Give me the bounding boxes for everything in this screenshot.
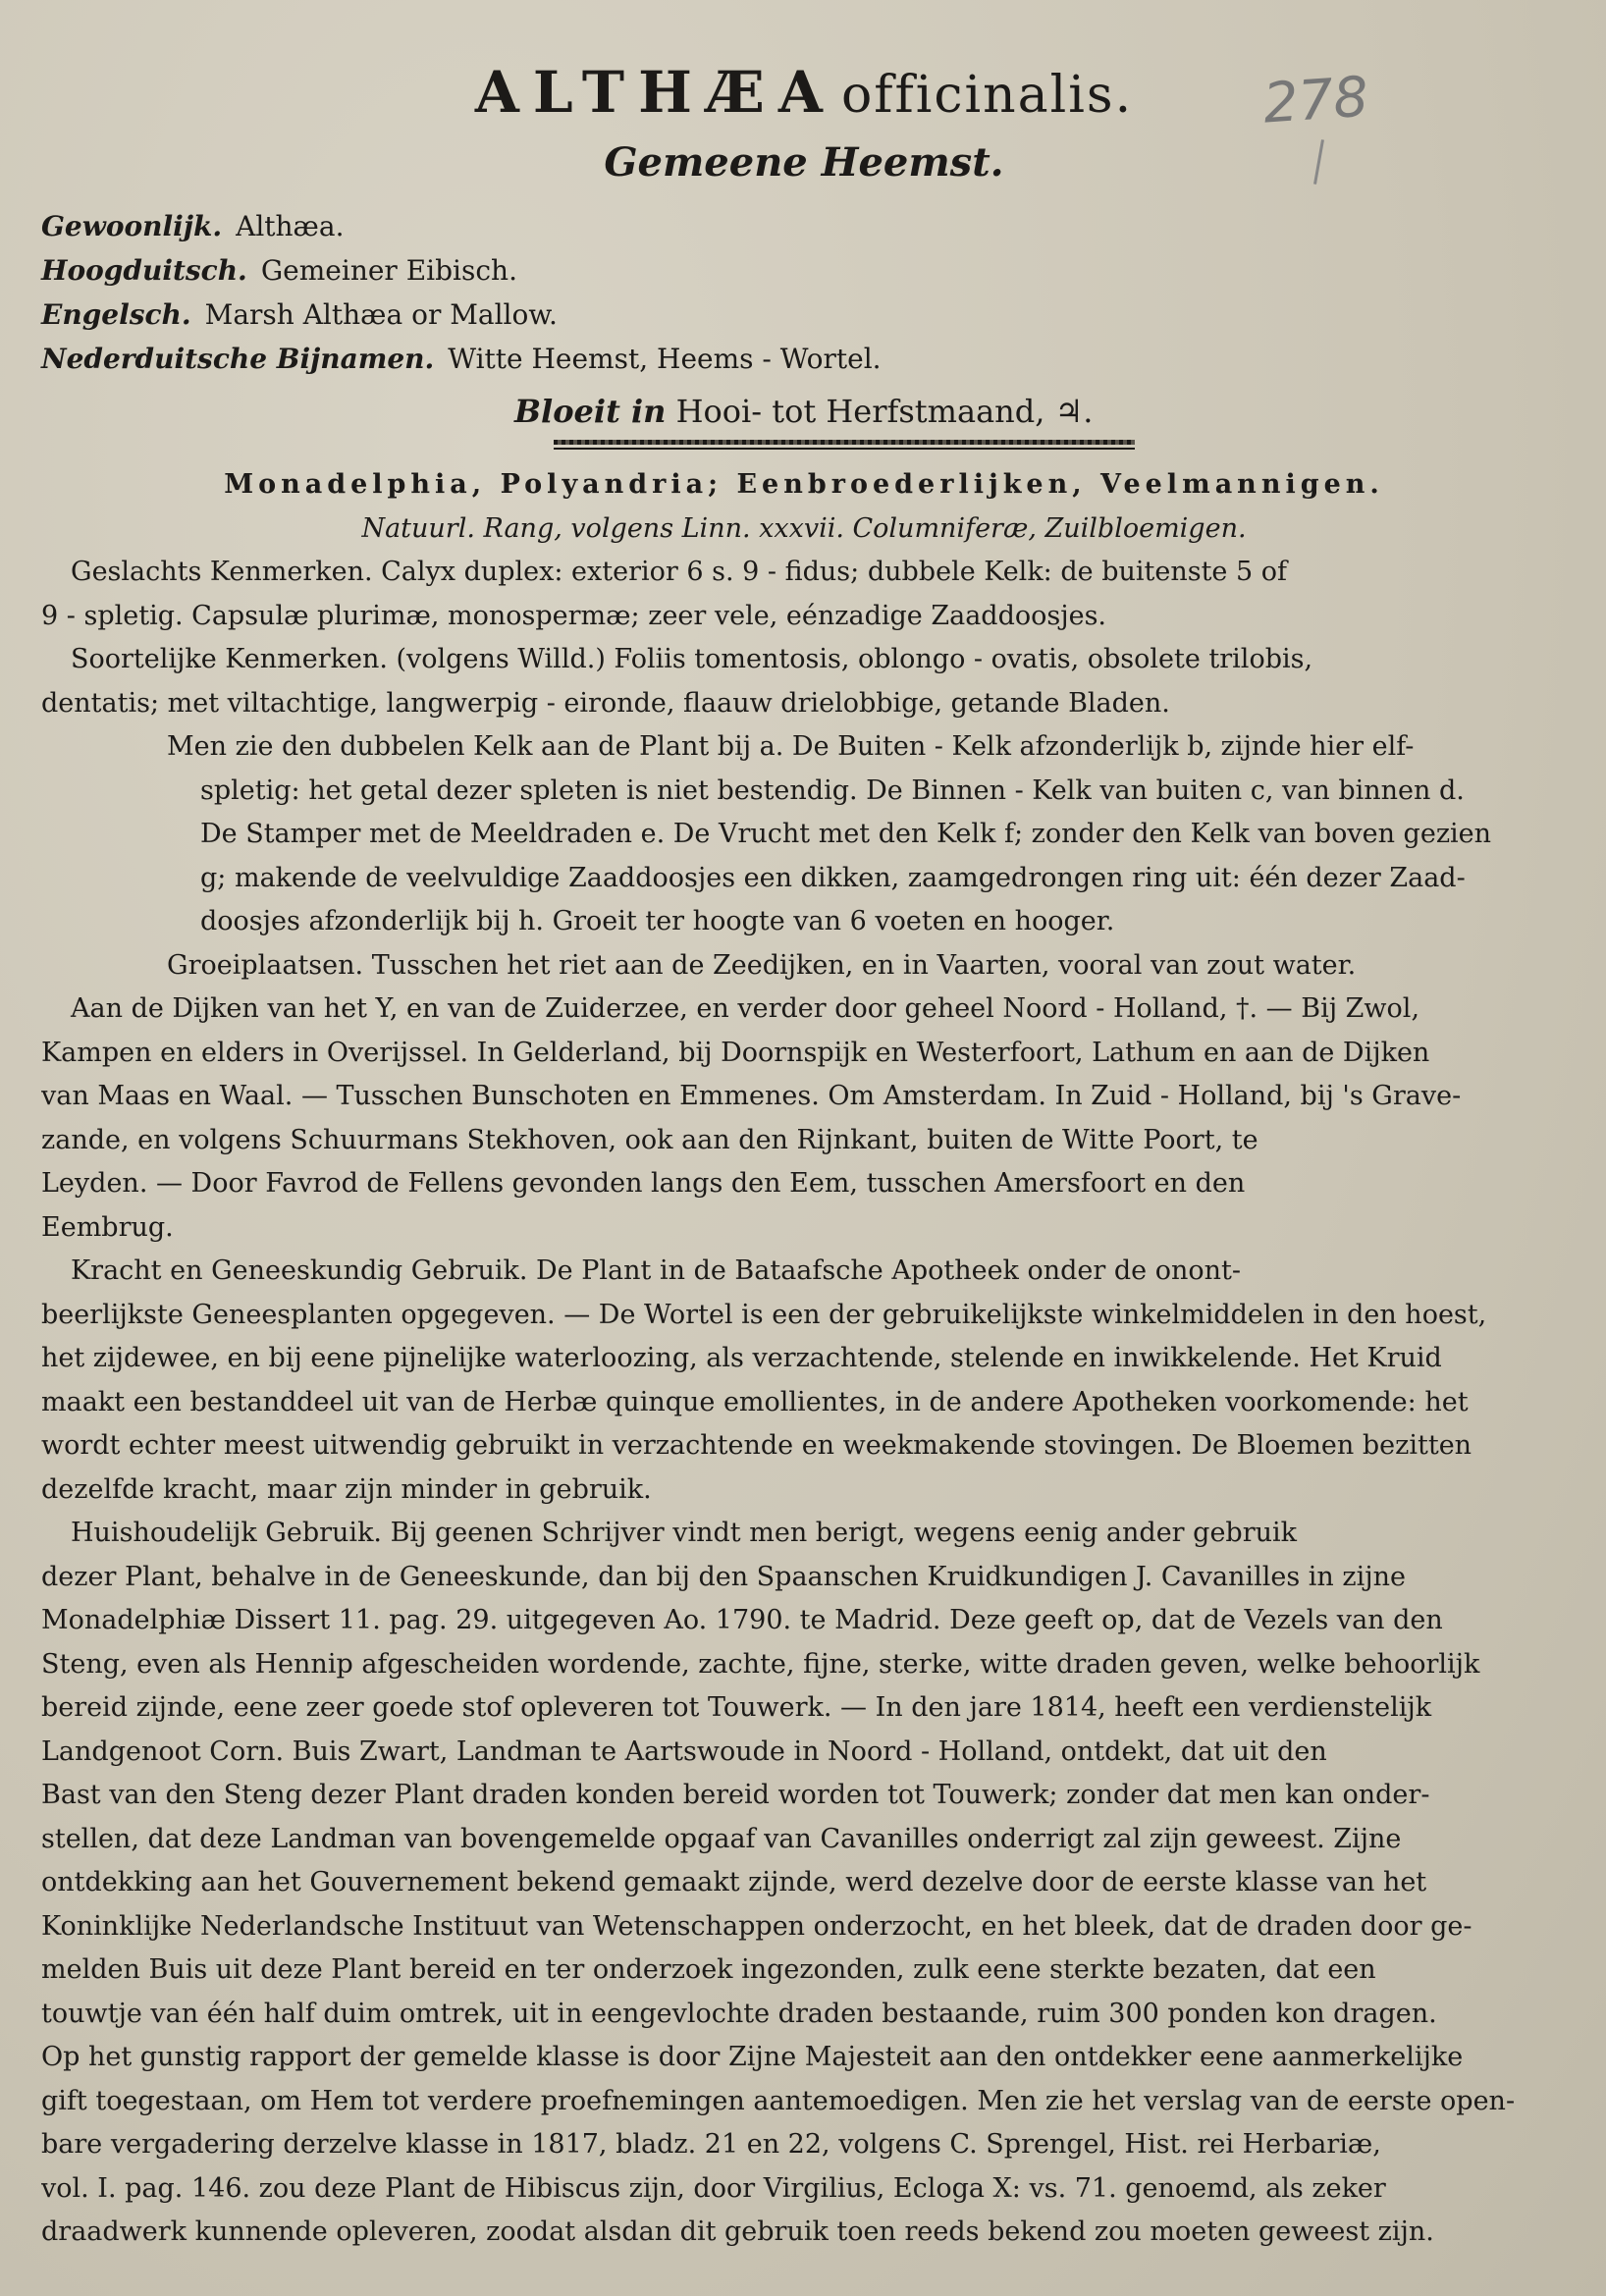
text-line: Leyden. — Door Favrod de Fellens gevonden langs den Eem, tusschen Amersfoort en den bbox=[41, 1168, 1246, 1199]
title bbox=[41, 59, 1567, 135]
text-line: Eembrug. bbox=[41, 1211, 174, 1243]
text-line: Koninklijke Nederlandsche Instituut van Wetenschappen onderzocht, en het bleek, dat de draden door ge- bbox=[41, 1910, 1472, 1942]
text-line: gift toegestaan, om Hem tot verdere proefnemingen aantemoedigen. Men zie het verslag van de eerste open- bbox=[41, 2085, 1516, 2116]
text-line: melden Buis uit deze Plant bereid en ter onderzoek ingezonden, zulk eene sterkte bezaten, dat een bbox=[41, 1954, 1376, 1985]
text-line: van Maas en Waal. — Tusschen Bunschoten en Emmenes. Om Amsterdam. In Zuid - Holland, bij 's Grave- bbox=[41, 1081, 1462, 1111]
text-line: Geslachts Kenmerken. Calyx duplex: exterior 6 s. 9 - fidus; dubbele Kelk: de buitenste 5 of bbox=[71, 557, 1288, 587]
text-line: touwtje van één half duim omtrek, uit in eengevlochte draden bestaande, ruim 300 ponden kon dragen. bbox=[41, 1998, 1437, 2029]
text-line: wordt echter meest uitwendig gebruikt in verzachtende en weekmakende stovingen. De Bloemen bezitten bbox=[41, 1430, 1472, 1461]
classification-line: Monadelphia, Polyandria; Eenbroederlijken, Veelmannigen. bbox=[224, 469, 1384, 500]
name-row: Engelsch. Marsh Althæa or Mallow. bbox=[41, 298, 558, 331]
text-line: dezelfde kracht, maar zijn minder in gebruik. bbox=[41, 1473, 652, 1505]
text-line: dentatis; met viltachtige, langwerpig - eironde, flaauw drielobbige, getande Bladen. bbox=[41, 687, 1170, 719]
text-line: Kampen en elders in Overijssel. In Gelderland, bij Doornspijk en Westerfoort, Lathum en aan de Dijken bbox=[41, 1037, 1430, 1068]
text-line: Monadelphiæ Dissert 11. pag. 29. uitgegeven Ao. 1790. te Madrid. Deze geeft op, dat de Vezels van den bbox=[41, 1605, 1443, 1635]
text-line: De Stamper met de Meeldraden e. De Vrucht met den Kelk f; zonder den Kelk van boven gezien bbox=[200, 819, 1492, 849]
text-line: bereid zijnde, eene zeer goede stof opleveren tot Touwerk. — In den jare 1814, heeft een verdienstelijk bbox=[41, 1692, 1432, 1723]
subtitle: Gemeene Heemst. bbox=[604, 139, 1004, 186]
text-line: g; makende de veelvuldige Zaaddoosjes een dikken, zaamgedrongen ring uit: één dezer Zaad- bbox=[200, 862, 1466, 893]
rule-line bbox=[554, 448, 1135, 450]
text-line: spletig: het getal dezer spleten is niet bestendig. De Binnen - Kelk van buiten c, van binnen d. bbox=[200, 774, 1465, 806]
flowering-period: Bloeit in Hooi- tot Herfstmaand, ♃. bbox=[514, 393, 1094, 430]
ornamental-rule bbox=[554, 440, 1135, 445]
classification-line: Natuurl. Rang, volgens Linn. xxxvii. Columniferæ, Zuilbloemigen. bbox=[361, 512, 1247, 544]
text-line: het zijdewee, en bij eene pijnelijke waterloozing, als verzachtende, stelende en inwikkelende. Het Kruid bbox=[41, 1343, 1442, 1373]
vernacular-names bbox=[41, 210, 1567, 387]
text-line: maakt een bestanddeel uit van de Herbæ quinque emollientes, in de andere Apotheken voorkomende: het bbox=[41, 1386, 1469, 1417]
text-line: Op het gunstig rapport der gemelde klasse is door Zijne Majesteit aan den ontdekker eene aanmerkelijke bbox=[41, 2042, 1464, 2072]
text-line: Landgenoot Corn. Buis Zwart, Landman te Aartswoude in Noord - Holland, ontdekt, dat uit den bbox=[41, 1735, 1327, 1767]
text-line: 9 - spletig. Capsulæ plurimæ, monospermæ; zeer vele, eénzadige Zaaddoosjes. bbox=[41, 600, 1107, 631]
text-line: Huishoudelijk Gebruik. Bij geenen Schrijver vindt men berigt, wegens eenig ander gebruik bbox=[71, 1518, 1298, 1548]
text-line: bare vergadering derzelve klasse in 1817, bladz. 21 en 22, volgens C. Sprengel, Hist. rei Herbariæ, bbox=[41, 2129, 1381, 2160]
text-line: doosjes afzonderlijk bij h. Groeit ter hoogte van 6 voeten en hooger. bbox=[200, 906, 1115, 936]
title-species: officinalis. bbox=[840, 66, 1134, 125]
text-line: Kracht en Geneeskundig Gebruik. De Plant in de Bataafsche Apotheek onder de onont- bbox=[71, 1255, 1241, 1286]
plate-number: 278 bbox=[1260, 65, 1371, 136]
name-row: Gewoonlijk. Althæa. bbox=[41, 210, 345, 242]
text-line: Bast van den Steng dezer Plant draden konden bereid worden tot Touwerk; zonder dat men kan onder- bbox=[41, 1780, 1430, 1810]
text-line: zande, en volgens Schuurmans Stekhoven, ook aan den Rijnkant, buiten de Witte Poort, te bbox=[41, 1124, 1258, 1155]
name-row: Hoogduitsch. Gemeiner Eibisch. bbox=[41, 254, 517, 287]
text-line: Aan de Dijken van het Y, en van de Zuiderzee, en verder door geheel Noord - Holland, †. — Bij Zwol, bbox=[71, 993, 1420, 1024]
description-body bbox=[41, 469, 1567, 2261]
title-genus: ALTHÆA bbox=[474, 59, 836, 126]
name-row: Nederduitsche Bijnamen. Witte Heemst, Heems - Wortel. bbox=[41, 343, 882, 375]
text-line: draadwerk kunnende opleveren, zoodat alsdan dit gebruik toen reeds bekend zou moeten geweest zijn. bbox=[41, 2216, 1434, 2247]
text-line: Steng, even als Hennip afgescheiden wordende, zachte, fijne, sterke, witte draden geven, welke behoorlijk bbox=[41, 1648, 1480, 1680]
text-line: Groeiplaatsen. Tusschen het riet aan de Zeedijken, en in Vaarten, vooral van zout water. bbox=[167, 949, 1357, 981]
text-line: Soortelijke Kenmerken. (volgens Willd.) Foliis tomentosis, oblongo - ovatis, obsolete trilobis, bbox=[71, 644, 1313, 674]
text-line: stellen, dat deze Landman van bovengemelde opgaaf van Cavanilles onderrigt zal zijn geweest. Zijne bbox=[41, 1823, 1402, 1854]
text-line: beerlijkste Geneesplanten opgegeven. — De Wortel is een der gebruikelijkste winkelmiddelen in den hoest, bbox=[41, 1299, 1487, 1330]
text-line: vol. I. pag. 146. zou deze Plant de Hibiscus zijn, door Virgilius, Ecloga X: vs. 71. genoemd, als zeker bbox=[41, 2172, 1386, 2204]
text-lines bbox=[41, 557, 1567, 2261]
text-line: dezer Plant, behalve in de Geneeskunde, dan bij den Spaanschen Kruidkundigen J. Cavanilles in zijne bbox=[41, 1561, 1406, 1592]
text-line: Men zie den dubbelen Kelk aan de Plant bij a. De Buiten - Kelk afzonderlijk b, zijnde hier elf- bbox=[167, 731, 1415, 762]
text-line: ontdekking aan het Gouvernement bekend gemaakt zijnde, werd dezelve door de eerste klasse van het bbox=[41, 1867, 1427, 1897]
